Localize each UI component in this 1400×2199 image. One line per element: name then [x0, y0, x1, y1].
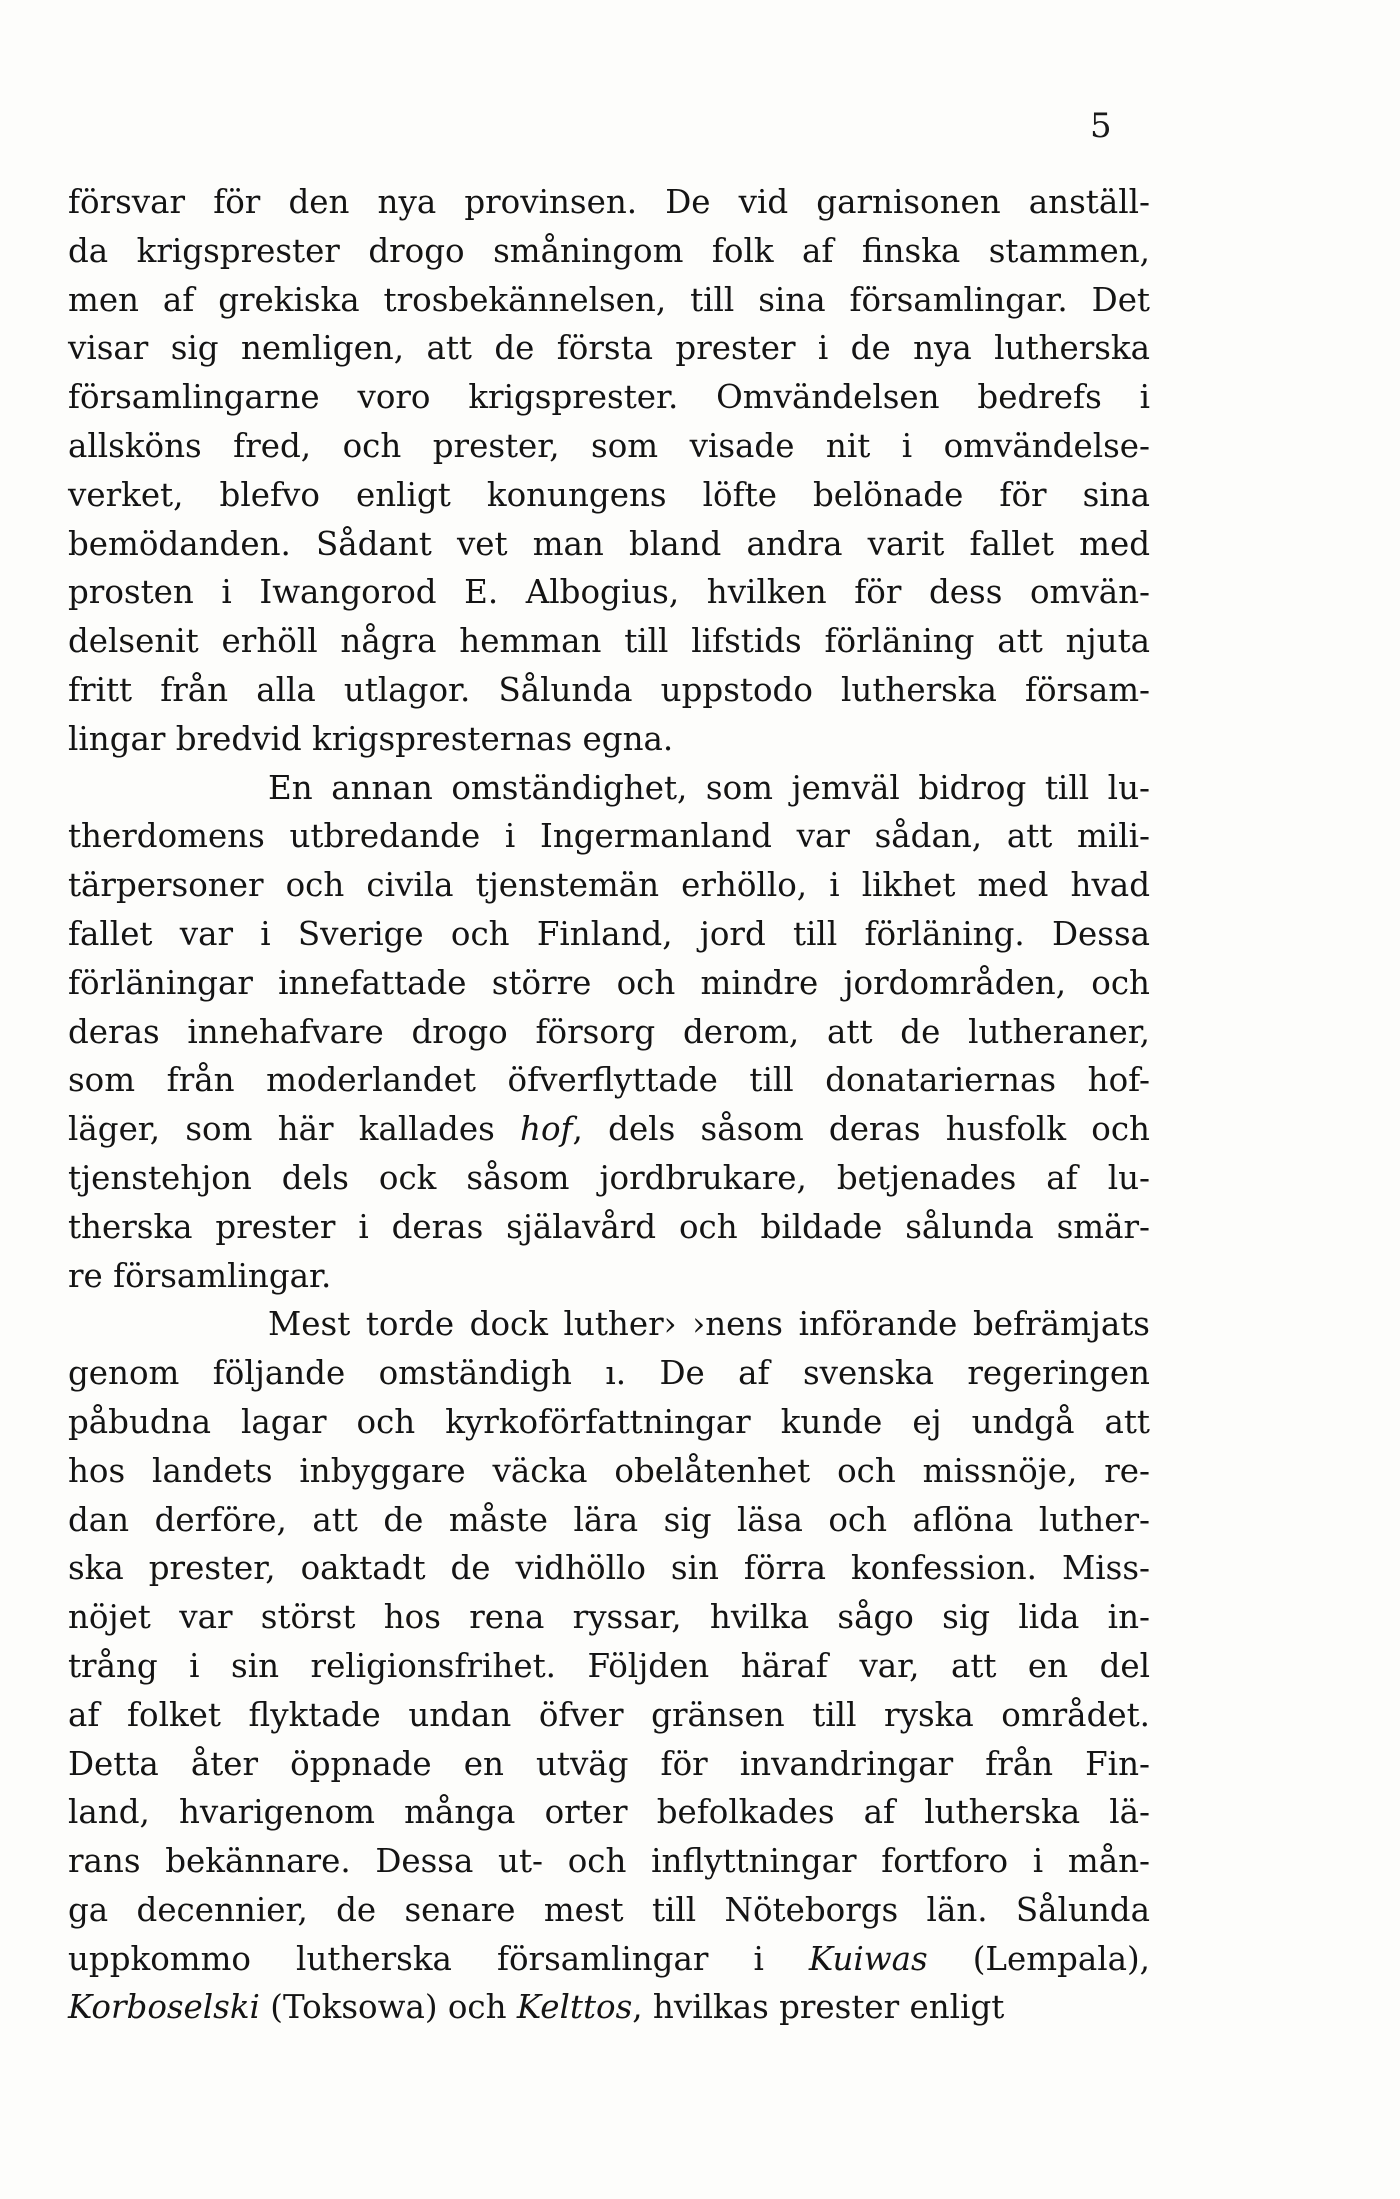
paragraph-1	[68, 178, 1150, 764]
text-line: förläningar innefattade större och mindre jordområden, och	[68, 963, 1150, 1002]
text-line: men af grekiska trosbekännelsen, till sina församlingar. Det	[68, 280, 1150, 319]
paragraph-3	[68, 1300, 1150, 2032]
text-line: uppkommo lutherska församlingar i Kuiwas (Lempala),	[68, 1939, 1151, 1978]
body-text	[68, 178, 1150, 2032]
text-line: re församlingar.	[68, 1256, 332, 1295]
text-line: ga decennier, de senare mest till Nöteborgs län. Sålunda	[68, 1890, 1150, 1929]
text-line: af folket flyktade undan öfver gränsen till ryska området.	[68, 1695, 1150, 1734]
text-line: tjenstehjon dels ock såsom jordbrukare, betjenades af lu-	[68, 1158, 1150, 1197]
text-line: som från moderlandet öfverflyttade till donatariernas hof-	[68, 1061, 1150, 1100]
text-line: prosten i Iwangorod E. Albogius, hvilken för dess omvän-	[68, 573, 1150, 612]
text-line: fritt från alla utlagor. Sålunda uppstodo lutherska försam-	[68, 670, 1150, 709]
paragraph-2	[68, 764, 1150, 1301]
text-line: dan derföre, att de måste lära sig läsa och aflöna luther-	[68, 1500, 1150, 1539]
text-line: hos landets inbyggare väcka obelåtenhet och missnöje, re-	[68, 1451, 1150, 1490]
italic-term: Kuiwas	[808, 1939, 928, 1978]
text-line: församlingarne voro krigsprester. Omvändelsen bedrefs i	[68, 378, 1150, 417]
text-line: rans bekännare. Dessa ut- och inflyttningar fortforo i mån-	[68, 1842, 1150, 1881]
text-line: Mest torde dock luther› ›nens införande befrämjats	[268, 1305, 1150, 1344]
text-line: fallet var i Sverige och Finland, jord till förläning. Dessa	[68, 914, 1150, 953]
text-line: lingar bredvid krigspresternas egna.	[68, 719, 674, 758]
text-line: Korboselski (Toksowa) och Kelttos, hvilkas prester enligt	[68, 1988, 1005, 2027]
text-line: da krigsprester drogo småningom folk af finska stammen,	[68, 231, 1150, 270]
text-line: genom följande omständigh ı. De af svenska regeringen	[68, 1354, 1150, 1393]
text-line: therdomens utbredande i Ingermanland var sådan, att mili-	[68, 817, 1150, 856]
page-number: 5	[1090, 106, 1112, 146]
text-line: allsköns fred, och prester, som visade nit i omvändelse-	[68, 426, 1150, 465]
text-line: nöjet var störst hos rena ryssar, hvilka sågo sig lida in-	[68, 1598, 1150, 1637]
text-line: läger, som här kallades hof, dels såsom deras husfolk och	[68, 1110, 1150, 1149]
text-line: bemödanden. Sådant vet man bland andra varit fallet med	[68, 524, 1150, 563]
text-line: försvar för den nya provinsen. De vid garnisonen anställ-	[68, 183, 1150, 221]
italic-term: Korboselski	[68, 1988, 260, 2027]
text-line: visar sig nemligen, att de första prester i de nya lutherska	[68, 329, 1150, 368]
italic-term: Kelttos	[516, 1988, 633, 2027]
text-line: delsenit erhöll några hemman till lifstids förläning att njuta	[68, 622, 1150, 661]
text-line: verket, blefvo enligt konungens löfte belönade för sina	[68, 475, 1150, 514]
text-line: land, hvarigenom många orter befolkades af lutherska lä-	[68, 1793, 1150, 1832]
italic-term: hof	[520, 1110, 573, 1149]
text-line: trång i sin religionsfrihet. Följden häraf var, att en del	[68, 1646, 1150, 1685]
text-line: En annan omständighet, som jemväl bidrog till lu-	[268, 768, 1150, 807]
text-line: tärpersoner och civila tjenstemän erhöllo, i likhet med hvad	[68, 866, 1150, 905]
text-line: deras innehafvare drogo försorg derom, att de lutheraner,	[68, 1012, 1150, 1051]
text-line: ska prester, oaktadt de vidhöllo sin förra konfession. Miss-	[68, 1549, 1150, 1588]
text-line: therska prester i deras själavård och bildade sålunda smär-	[68, 1207, 1150, 1246]
text-line: Detta åter öppnade en utväg för invandringar från Fin-	[68, 1744, 1150, 1783]
text-line: påbudna lagar och kyrkoförfattningar kunde ej undgå att	[68, 1402, 1150, 1441]
